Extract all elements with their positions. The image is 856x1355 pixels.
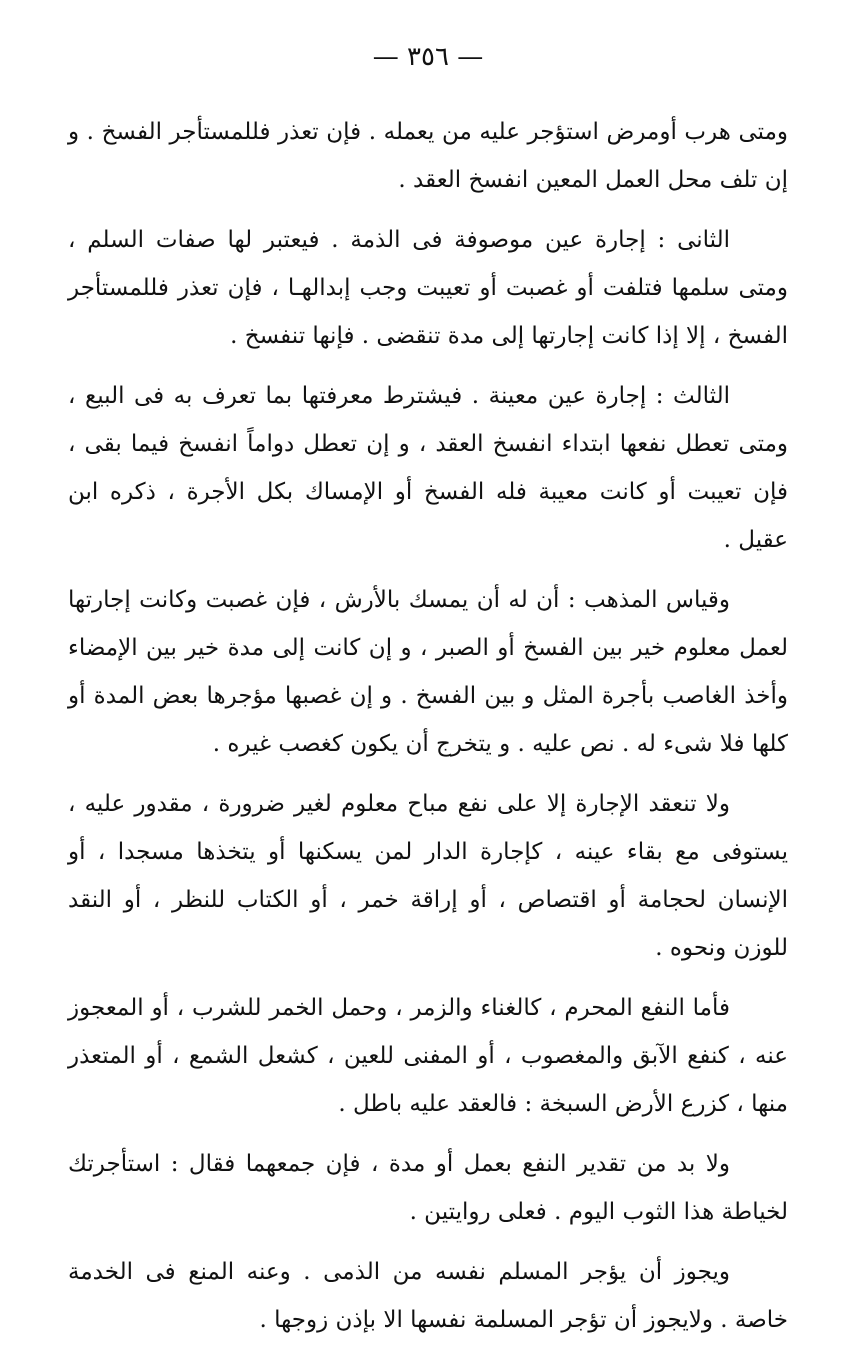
paragraph: ومتى هرب أومرض استؤجر عليه من يعمله . فإن تعذر فللمستأجر الفسخ . و إن تلف محل العمل المعين انفسخ العقد . bbox=[68, 119, 788, 193]
paragraph: وقياس المذهب : أن له أن يمسك بالأرش ، فإن غصبت وكانت إجارتها لعمل معلوم خير بين الفسخ أو الصبر ، و إن كانت إلى مدة خير بين الإمضاء وأخذ الغاصب بأجرة المثل و بين الفسخ . و إن غصبها مؤجرها بعض المدة أو كلها فلا شىء له . نص عليه . و يتخرج أن يكون كغصب غيره . bbox=[68, 587, 788, 757]
paragraph: الثالث : إجارة عين معينة . فيشترط معرفتها بما تعرف به فى البيع ، ومتى تعطل نفعها ابتداء انفسخ العقد ، و إن تعطل دواماً انفسخ فيما بقى ، فإن تعيبت أو كانت معيبة فله الفسخ أو الإمساك بكل الأجرة ، ذكره ابن عقيل . bbox=[68, 383, 788, 553]
page-number: — ٣٥٦ — bbox=[372, 42, 484, 72]
paragraph: ولا تنعقد الإجارة إلا على نفع مباح معلوم لغير ضرورة ، مقدور عليه ، يستوفى مع بقاء عينه ، كإجارة الدار لمن يسكنها أو يتخذها مسجدا ، أو الإنسان لحجامة أو اقتصاص ، أو إراقة خمر ، أو الكتاب للنظر ، أو النقد للوزن ونحوه . bbox=[68, 791, 788, 961]
paragraph: ويجوز أن يؤجر المسلم نفسه من الذمى . وعنه المنع فى الخدمة خاصة . ولايجوز أن تؤجر المسلمة نفسها الا بإذن زوجها . bbox=[68, 1259, 788, 1333]
document-body bbox=[68, 108, 788, 1344]
paragraph: فأما النفع المحرم ، كالغناء والزمر ، وحمل الخمر للشرب ، أو المعجوز عنه ، كنفع الآبق والمغصوب ، أو المفنى للعين ، كشعل الشمع ، أو المتعذر منها ، كزرع الأرض السبخة : فالعقد عليه باطل . bbox=[68, 995, 788, 1117]
paragraph: ولا بد من تقدير النفع بعمل أو مدة ، فإن جمعهما فقال : استأجرتك لخياطة هذا الثوب اليوم . فعلى روايتين . bbox=[68, 1151, 788, 1225]
paragraph: الثانى : إجارة عين موصوفة فى الذمة . فيعتبر لها صفات السلم ، ومتى سلمها فتلفت أو غصبت أو تعيبت وجب إبدالهـا ، فإن تعذر فللمستأجر الفسخ ، إلا إذا كانت إجارتها إلى مدة تنقضى . فإنها تنفسخ . bbox=[68, 227, 788, 349]
